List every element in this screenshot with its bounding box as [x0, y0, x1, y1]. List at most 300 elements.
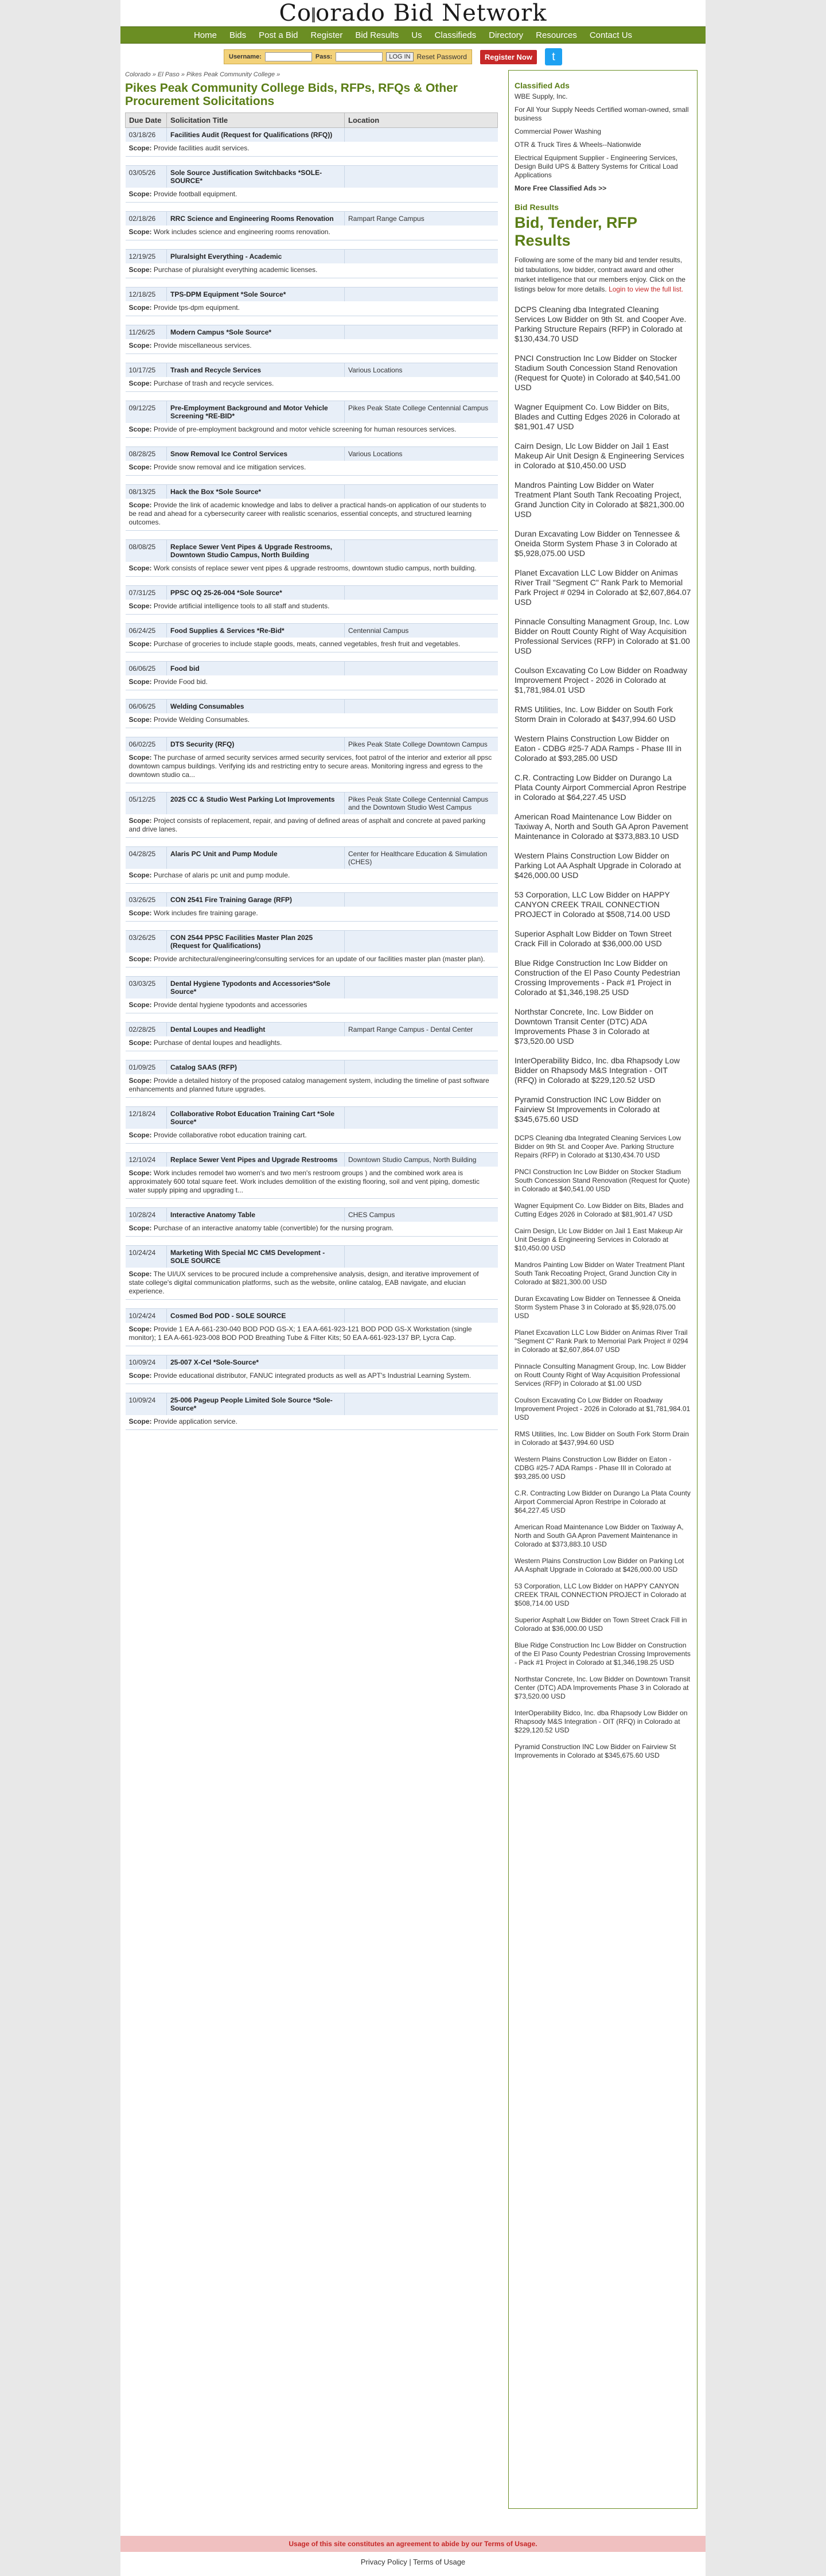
login-bar — [120, 44, 706, 70]
table-row[interactable] — [126, 325, 498, 340]
scope-row — [126, 998, 498, 1013]
solicitation-record — [126, 624, 498, 662]
bid-result-item[interactable]: InterOperability Bidco, Inc. dba Rhapsody Low Bidder on Rhapsody M&S Integration - OIT (RFQ) in Colorado at $229,120.52 USD — [515, 1056, 680, 1085]
table-row[interactable] — [126, 128, 498, 142]
solicitation-record — [126, 662, 498, 700]
scope-label: Scope: — [128, 640, 152, 648]
table-row[interactable] — [126, 1309, 498, 1323]
scope-label: Scope: — [128, 304, 152, 312]
due-date: 10/24/24 — [126, 1309, 167, 1323]
scope-label: Scope: — [128, 955, 152, 963]
bid-result-item-compact[interactable]: Blue Ridge Construction Inc Low Bidder on Construction of the El Paso County Pedestrian Crossing Improvements - Pack #1 Project in Colorado at $1,346,198.25 USD — [515, 1641, 691, 1666]
row-spacer — [126, 1051, 498, 1060]
bid-results-title: Bid, Tender, RFP Results — [515, 214, 637, 249]
bid-result-item[interactable]: Planet Excavation LLC Low Bidder on Animas River Trail "Segment C" Rank Park to Memorial Park Project # 0294 in Colorado at $2,607,864.07 USD — [515, 568, 691, 607]
scope-cell — [126, 1268, 498, 1300]
privacy-policy-link[interactable]: Privacy Policy — [360, 2558, 407, 2566]
spacer-cell — [126, 476, 498, 485]
scope-row — [126, 869, 498, 884]
solicitation-title[interactable]: Welding Consumables — [167, 700, 345, 714]
solicitation-title[interactable]: DTS Security (RFQ) — [167, 737, 345, 752]
bid-result-item[interactable]: RMS Utilities, Inc. Low Bidder on South Fork Storm Drain in Colorado at $437,994.60 USD — [515, 705, 676, 724]
bid-result-item[interactable]: DCPS Cleaning dba Integrated Cleaning Services Low Bidder on 9th St. and Cooper Ave. Parking Structure Repairs (RFP) in Colorado at $130,434.70 USD — [515, 305, 687, 343]
spacer-cell — [126, 1098, 498, 1107]
spacer-cell — [126, 1051, 498, 1060]
spacer-cell — [126, 1430, 498, 1439]
solicitation-location — [345, 700, 498, 714]
reset-password-link[interactable]: Reset Password — [416, 53, 467, 61]
bid-result-item[interactable]: Coulson Excavating Co Low Bidder on Roadway Improvement Project - 2026 in Colorado at $1,781,984.01 USD — [515, 666, 688, 694]
solicitation-record — [126, 363, 498, 401]
table-row[interactable] — [126, 485, 498, 499]
row-spacer — [126, 922, 498, 931]
due-date: 12/18/24 — [126, 1107, 167, 1129]
spacer-cell — [126, 690, 498, 700]
table-row[interactable] — [126, 700, 498, 714]
solicitation-title[interactable]: Catalog SAAS (RFP) — [167, 1060, 345, 1075]
bid-result-item[interactable]: Pyramid Construction INC Low Bidder on Fairview St Improvements in Colorado at $345,675.60 USD — [515, 1095, 661, 1124]
scope-cell — [126, 1129, 498, 1144]
scope-cell — [126, 814, 498, 838]
solicitation-title[interactable]: Facilities Audit (Request for Qualifications (RFQ)) — [167, 128, 345, 142]
solicitation-record — [126, 1153, 498, 1208]
spacer-cell — [126, 157, 498, 166]
solicitation-record — [126, 847, 498, 893]
table-row[interactable] — [126, 624, 498, 638]
scope-row — [126, 1036, 498, 1051]
due-date: 09/12/25 — [126, 401, 167, 423]
scope-cell — [126, 1167, 498, 1199]
solicitation-record — [126, 977, 498, 1023]
row-spacer — [126, 1300, 498, 1309]
solicitation-record — [126, 212, 498, 250]
due-date: 12/10/24 — [126, 1153, 167, 1167]
solicitation-record — [126, 1060, 498, 1107]
classified-ad[interactable]: Electrical Equipment Supplier - Engineering Services, Design Build UPS & Battery Systems for Critical Load Applications — [515, 154, 678, 179]
bid-result-item[interactable]: PNCI Construction Inc Low Bidder on Stocker Stadium South Concession Stand Renovation (Request for Quote) in Colorado at $40,541.00 USD — [515, 353, 680, 392]
table-row[interactable] — [126, 1246, 498, 1268]
solicitation-location — [345, 1355, 498, 1370]
nav-item[interactable]: Register — [310, 30, 343, 40]
bid-result-item-compact[interactable]: PNCI Construction Inc Low Bidder on Stocker Stadium South Concession Stand Renovation (Request for Quote) in Colorado at $40,541.00 USD — [515, 1168, 690, 1193]
scope-label: Scope: — [128, 1325, 152, 1333]
due-date: 08/13/25 — [126, 485, 167, 499]
solicitation-location: Pikes Peak State College Centennial Campus — [345, 401, 498, 423]
bid-result-item[interactable]: Mandros Painting Low Bidder on Water Treatment Plant South Tank Recoating Project, Grand Junction City in Colorado at $821,300.00 USD — [515, 480, 684, 519]
scope-row — [126, 142, 498, 157]
solicitation-title[interactable]: Food bid — [167, 662, 345, 676]
login-full-list-link[interactable]: Login to view the full list. — [609, 285, 684, 293]
scope-label: Scope: — [128, 716, 152, 724]
username-input[interactable] — [265, 52, 312, 61]
due-date: 11/26/25 — [126, 325, 167, 340]
nav-item[interactable]: Us — [411, 30, 422, 40]
solicitation-title[interactable]: Interactive Anatomy Table — [167, 1208, 345, 1222]
twitter-icon[interactable]: t — [545, 48, 562, 65]
scope-label: Scope: — [128, 1270, 152, 1278]
spacer-cell — [126, 838, 498, 847]
bid-result-item[interactable]: Cairn Design, Llc Low Bidder on Jail 1 East Makeup Air Unit Design & Engineering Services in Colorado at $10,450.00 USD — [515, 441, 684, 470]
scope-label: Scope: — [128, 1131, 152, 1139]
due-date: 03/03/25 — [126, 977, 167, 999]
scope-cell — [126, 1323, 498, 1346]
password-input[interactable] — [336, 52, 383, 61]
due-date: 06/06/25 — [126, 662, 167, 676]
due-date: 02/18/26 — [126, 212, 167, 226]
scope-row — [126, 675, 498, 690]
bid-result-item-compact[interactable]: Cairn Design, Llc Low Bidder on Jail 1 East Makeup Air Unit Design & Engineering Services in Colorado at $10,450.00 USD — [515, 1227, 683, 1252]
nav-item[interactable]: Home — [193, 30, 217, 40]
scope-row — [126, 638, 498, 652]
spacer-cell — [126, 615, 498, 624]
scope-cell — [126, 142, 498, 157]
bid-result-item-compact[interactable]: Western Plains Construction Low Bidder on Eaton - CDBG #25-7 ADA Ramps - Phase III in Colorado at $93,285.00 USD — [515, 1455, 672, 1481]
table-row[interactable] — [126, 166, 498, 188]
bid-result-item[interactable]: Western Plains Construction Low Bidder on Parking Lot AA Asphalt Upgrade in Colorado at $426,000.00 USD — [515, 851, 681, 880]
usage-notice-end: . — [535, 2540, 537, 2548]
bid-result-item-compact[interactable]: Northstar Concrete, Inc. Low Bidder on Downtown Transit Center (DTC) ADA Improvements Phase 3 in Colorado at $73,520.00 USD — [515, 1675, 691, 1700]
bid-result-item[interactable]: Superior Asphalt Low Bidder on Town Street Crack Fill in Colorado at $36,000.00 USD — [515, 929, 672, 948]
solicitation-title[interactable]: Pluralsight Everything - Academic — [167, 250, 345, 264]
scope-text: Purchase of dental loupes and headlights. — [153, 1039, 282, 1047]
solicitation-location — [345, 1060, 498, 1075]
scope-cell — [126, 339, 498, 354]
scope-label: Scope: — [128, 564, 152, 572]
scope-text: Work consists of replace sewer vent pipes & upgrade restrooms, downtown studio campus, north building. — [153, 564, 477, 572]
solicitation-title[interactable]: Food Supplies & Services *Re-Bid* — [167, 624, 345, 638]
spacer-cell — [126, 577, 498, 586]
spacer-cell — [126, 531, 498, 540]
col-location: Location — [345, 113, 498, 128]
solicitation-title[interactable]: RRC Science and Engineering Rooms Renovation — [167, 212, 345, 226]
breadcrumb: Colorado » El Paso » Pikes Peak Community College » — [125, 71, 280, 78]
solicitation-location — [345, 586, 498, 600]
bid-result-item-compact[interactable]: American Road Maintenance Low Bidder on Taxiway A, North and South GA Apron Pavement Maintenance in Colorado at $373,883.10 USD — [515, 1523, 684, 1548]
solicitation-record — [126, 792, 498, 847]
solicitation-location: Pikes Peak State College Centennial Campus and the Downtown Studio West Campus — [345, 792, 498, 815]
scope-row — [126, 953, 498, 968]
solicitation-title[interactable]: Alaris PC Unit and Pump Module — [167, 847, 345, 869]
login-button[interactable]: LOG IN — [386, 52, 413, 61]
usage-notice — [120, 2536, 706, 2552]
bid-result-item[interactable]: Pinnacle Consulting Managment Group, Inc. Low Bidder on Routt County Right of Way Acquisition Professional Services (RFP) in Colorado at $1.00 USD — [515, 617, 690, 655]
scope-row — [126, 1167, 498, 1199]
due-date: 08/28/25 — [126, 447, 167, 461]
scope-text: Provide architectural/engineering/consulting services for an update of our facilities master plan (master plan). — [153, 955, 485, 963]
scope-label: Scope: — [128, 266, 152, 274]
due-date: 05/12/25 — [126, 792, 167, 815]
solicitation-location: Rampart Range Campus — [345, 212, 498, 226]
solicitation-record — [126, 893, 498, 931]
row-spacer — [126, 157, 498, 166]
solicitation-location — [345, 1246, 498, 1268]
classified-ads-list — [515, 92, 691, 180]
solicitation-title[interactable]: Dental Hygiene Typodonts and Accessories*Sole Source* — [167, 977, 345, 999]
spacer-cell — [126, 922, 498, 931]
scope-row — [126, 1369, 498, 1384]
row-spacer — [126, 968, 498, 977]
solicitations-table — [125, 112, 498, 1439]
solicitation-title[interactable]: TPS-DPM Equipment *Sole Source* — [167, 287, 345, 302]
bid-result-item-compact[interactable]: RMS Utilities, Inc. Low Bidder on South Fork Storm Drain in Colorado at $437,994.60 USD — [515, 1430, 689, 1447]
nav-item[interactable]: Bid Results — [355, 30, 399, 40]
row-spacer — [126, 278, 498, 287]
scope-text: Provide snow removal and ice mitigation services. — [153, 463, 306, 471]
scope-text: Provide Food bid. — [153, 678, 208, 686]
solicitation-title[interactable]: CON 2544 PPSC Facilities Master Plan 2025 (Request for Qualifications) — [167, 931, 345, 953]
nav-item[interactable]: Post a Bid — [259, 30, 298, 40]
solicitation-location — [345, 128, 498, 142]
usage-notice-text: Usage of this site constitutes an agreement to abide by our — [289, 2540, 485, 2548]
solicitation-location: Various Locations — [345, 363, 498, 378]
scope-cell — [126, 751, 498, 783]
nav-item[interactable]: Bids — [229, 30, 247, 40]
scope-label: Scope: — [128, 753, 152, 761]
solicitation-record — [126, 1107, 498, 1153]
table-row[interactable] — [126, 977, 498, 999]
scope-cell — [126, 675, 498, 690]
table-row[interactable] — [126, 287, 498, 302]
row-spacer — [126, 531, 498, 540]
register-now-button[interactable]: Register Now — [480, 50, 537, 64]
row-spacer — [126, 690, 498, 700]
bid-result-item[interactable]: 53 Corporation, LLC Low Bidder on HAPPY CANYON CREEK TRAIL CONNECTION PROJECT in Colorado at $508,714.00 USD — [515, 890, 671, 919]
solicitation-record — [126, 931, 498, 977]
due-date: 03/18/26 — [126, 128, 167, 142]
solicitation-record — [126, 325, 498, 363]
table-row[interactable] — [126, 1060, 498, 1075]
breadcrumb-item[interactable]: El Paso — [157, 71, 180, 78]
due-date: 03/26/25 — [126, 893, 167, 907]
row-spacer — [126, 1144, 498, 1153]
main-content — [125, 70, 498, 2509]
row-spacer — [126, 728, 498, 737]
table-row[interactable] — [126, 212, 498, 226]
table-row[interactable] — [126, 447, 498, 461]
scope-label: Scope: — [128, 1169, 152, 1177]
terms-link-notice[interactable]: Terms of Usage — [484, 2540, 536, 2548]
solicitation-record — [126, 737, 498, 792]
scope-text: Purchase of trash and recycle services. — [153, 379, 274, 387]
breadcrumb-item[interactable]: Colorado — [125, 71, 151, 78]
solicitation-location — [345, 1393, 498, 1416]
password-label: Pass: — [315, 53, 333, 60]
bid-result-item-compact[interactable]: Duran Excavating Low Bidder on Tennessee & Oneida Storm System Phase 3 in Colorado at $5,928,075.00 USD — [515, 1295, 681, 1320]
main-nav — [120, 26, 706, 44]
table-row[interactable] — [126, 1208, 498, 1222]
scope-text: Provide artificial intelligence tools to all staff and students. — [153, 602, 330, 610]
solicitation-location — [345, 1309, 498, 1323]
bid-result-item[interactable]: Blue Ridge Construction Inc Low Bidder on Construction of the El Paso County Pedestrian Crossing Improvements - Pack #1 Project in Colorado at $1,346,198.25 USD — [515, 958, 680, 997]
due-date: 08/08/25 — [126, 540, 167, 562]
scope-text: Purchase of an interactive anatomy table (convertible) for the nursing program. — [153, 1224, 394, 1232]
solicitation-record — [126, 1309, 498, 1355]
logo-text-left: Co — [279, 0, 312, 26]
scope-row — [126, 339, 498, 354]
scope-label: Scope: — [128, 228, 152, 236]
sidebar — [508, 70, 698, 2509]
nav-item[interactable]: Contact Us — [589, 30, 633, 40]
scope-row — [126, 600, 498, 615]
footer — [120, 2530, 706, 2576]
solicitation-title[interactable]: Replace Sewer Vent Pipes and Upgrade Restrooms — [167, 1153, 345, 1167]
scope-cell — [126, 263, 498, 278]
spacer-cell — [126, 652, 498, 662]
due-date: 10/09/24 — [126, 1393, 167, 1416]
scope-text: Provide Welding Consumables. — [153, 716, 250, 724]
scope-cell — [126, 907, 498, 922]
solicitation-title[interactable]: Snow Removal Ice Control Services — [167, 447, 345, 461]
bid-result-item-compact[interactable]: DCPS Cleaning dba Integrated Cleaning Services Low Bidder on 9th St. and Cooper Ave. Parking Structure Repairs (RFP) in Colorado at $130,434.70 USD — [515, 1134, 681, 1159]
scope-text: Work includes fire training garage. — [153, 909, 258, 917]
table-row[interactable] — [126, 1153, 498, 1167]
table-row[interactable] — [126, 847, 498, 869]
solicitation-title[interactable]: Collaborative Robot Education Training Cart *Sole Source* — [167, 1107, 345, 1129]
solicitation-title[interactable]: Marketing With Special MC CMS Development - SOLE SOURCE — [167, 1246, 345, 1268]
scope-label: Scope: — [128, 190, 152, 198]
solicitation-location: CHES Campus — [345, 1208, 498, 1222]
solicitation-record — [126, 485, 498, 540]
solicitation-title[interactable]: 25-006 Pageup People Limited Sole Source *Sole-Source* — [167, 1393, 345, 1416]
solicitation-title[interactable]: Sole Source Justification Switchbacks *SOLE-SOURCE* — [167, 166, 345, 188]
due-date: 10/17/25 — [126, 363, 167, 378]
classified-ad[interactable]: WBE Supply, Inc. — [515, 92, 568, 100]
site-logo[interactable] — [120, 0, 706, 26]
scope-row — [126, 814, 498, 838]
solicitation-title[interactable]: Modern Campus *Sole Source* — [167, 325, 345, 340]
solicitation-title[interactable]: Cosmed Bod POD - SOLE SOURCE — [167, 1309, 345, 1323]
table-row[interactable] — [126, 401, 498, 423]
spacer-cell — [126, 1199, 498, 1208]
nav-item[interactable]: Resources — [536, 30, 577, 40]
solicitation-title[interactable]: Trash and Recycle Services — [167, 363, 345, 378]
scope-text: Project consists of replacement, repair, and paving of defined areas of asphalt and concrete at paved parking and drive lanes. — [128, 817, 486, 833]
scope-text: Provide educational distributor, FANUC integrated products as well as APT's Industrial Learning System. — [153, 1371, 472, 1380]
table-row[interactable] — [126, 737, 498, 752]
scope-row — [126, 226, 498, 240]
row-spacer — [126, 1430, 498, 1439]
scope-cell — [126, 713, 498, 728]
scope-row — [126, 499, 498, 531]
table-row[interactable] — [126, 540, 498, 562]
col-due-date: Due Date — [126, 113, 167, 128]
more-classified-link[interactable]: More Free Classified Ads >> — [515, 184, 607, 192]
bid-result-item-compact[interactable]: Coulson Excavating Co Low Bidder on Roadway Improvement Project - 2026 in Colorado at $1,781,984.01 USD — [515, 1396, 691, 1421]
table-row[interactable] — [126, 586, 498, 600]
solicitation-title[interactable]: 2025 CC & Studio West Parking Lot Improvements — [167, 792, 345, 815]
solicitation-record — [126, 401, 498, 447]
scope-text: Provide miscellaneous services. — [153, 341, 252, 349]
bid-result-item-compact[interactable]: InterOperability Bidco, Inc. dba Rhapsody Low Bidder on Rhapsody M&S Integration - OIT (RFQ) in Colorado at $229,120.52 USD — [515, 1709, 688, 1734]
table-row[interactable] — [126, 931, 498, 953]
solicitation-title[interactable]: 25-007 X-Cel *Sole-Source* — [167, 1355, 345, 1370]
bid-result-item-compact[interactable]: Mandros Painting Low Bidder on Water Treatment Plant South Tank Recoating Project, Grand Junction City in Colorado at $821,300.00 USD — [515, 1261, 685, 1286]
table-row[interactable] — [126, 250, 498, 264]
due-date: 02/28/25 — [126, 1023, 167, 1037]
solicitation-title[interactable]: PPSC OQ 25-26-004 *Sole Source* — [167, 586, 345, 600]
site-header — [120, 0, 706, 26]
breadcrumb-item[interactable]: Pikes Peak Community College — [186, 71, 275, 78]
bid-result-item[interactable]: Wagner Equipment Co. Low Bidder on Bits, Blades and Cutting Edges 2026 in Colorado at $81,901.47 USD — [515, 402, 680, 431]
table-row[interactable] — [126, 1355, 498, 1370]
spacer-cell — [126, 884, 498, 893]
scope-cell — [126, 301, 498, 316]
solicitation-record — [126, 166, 498, 212]
row-spacer — [126, 354, 498, 363]
bid-result-item-compact[interactable]: Pinnacle Consulting Managment Group, Inc. Low Bidder on Routt County Right of Way Acquisition Professional Services (RFP) in Colorado at $1.00 USD — [515, 1362, 686, 1388]
solicitation-title[interactable]: Replace Sewer Vent Pipes & Upgrade Restrooms, Downtown Studio Campus, North Building — [167, 540, 345, 562]
table-row[interactable] — [126, 792, 498, 815]
scope-text: Work includes science and engineering rooms renovation. — [153, 228, 330, 236]
solicitation-title[interactable]: CON 2541 Fire Training Garage (RFP) — [167, 893, 345, 907]
scope-cell — [126, 1074, 498, 1098]
bid-result-item-compact[interactable]: Pyramid Construction INC Low Bidder on Fairview St Improvements in Colorado at $345,675.60 USD — [515, 1743, 676, 1759]
due-date: 03/05/26 — [126, 166, 167, 188]
classified-ad[interactable]: OTR & Truck Tires & Wheels--Nationwide — [515, 141, 641, 149]
scope-label: Scope: — [128, 678, 152, 686]
solicitation-record — [126, 1246, 498, 1309]
scope-row — [126, 188, 498, 203]
table-row[interactable] — [126, 1393, 498, 1416]
solicitation-title[interactable]: Hack the Box *Sole Source* — [167, 485, 345, 499]
scope-row — [126, 1074, 498, 1098]
bid-result-item-compact[interactable]: Planet Excavation LLC Low Bidder on Animas River Trail "Segment C" Rank Park to Memorial Park Project # 0294 in Colorado at $2,607,864.07 USD — [515, 1328, 688, 1354]
terms-of-usage-link[interactable]: Terms of Usage — [413, 2558, 466, 2566]
classified-ad[interactable]: For All Your Supply Needs Certified woman-owned, small business — [515, 106, 689, 122]
bid-result-item[interactable]: American Road Maintenance Low Bidder on Taxiway A, North and South GA Apron Pavement Maintenance in Colorado at $373,883.10 USD — [515, 812, 688, 841]
table-row[interactable] — [126, 1107, 498, 1129]
bid-result-item[interactable]: Western Plains Construction Low Bidder on Eaton - CDBG #25-7 ADA Ramps - Phase III in Colorado at $93,285.00 USD — [515, 734, 682, 763]
due-date: 07/31/25 — [126, 586, 167, 600]
scope-row — [126, 1268, 498, 1300]
spacer-cell — [126, 1237, 498, 1246]
solicitation-location: Center for Healthcare Education & Simulation (CHES) — [345, 847, 498, 869]
scope-cell — [126, 423, 498, 438]
nav-item[interactable]: Directory — [489, 30, 524, 40]
scope-label: Scope: — [128, 1001, 152, 1009]
spacer-cell — [126, 968, 498, 977]
nav-item[interactable]: Classifieds — [434, 30, 477, 40]
classified-ads-heading: Classified Ads — [515, 81, 570, 90]
table-row[interactable] — [126, 662, 498, 676]
bid-result-item[interactable]: C.R. Contracting Low Bidder on Durango La Plata County Airport Commercial Apron Restripe in Colorado at $64,227.45 USD — [515, 773, 687, 802]
scope-row — [126, 377, 498, 392]
scope-text: The UI/UX services to be procured include a comprehensive analysis, design, and iterative improvement of state college's digital communication platforms, such as the website, online catalog, EAB navigate, and elucian experience. — [128, 1270, 479, 1295]
classified-ad[interactable]: Commercial Power Washing — [515, 127, 601, 135]
bid-result-item-compact[interactable]: C.R. Contracting Low Bidder on Durango La Plata County Airport Commercial Apron Restripe in Colorado at $64,227.45 USD — [515, 1489, 691, 1514]
scope-text: The purchase of armed security services armed security services, foot patrol of the interior and exterior all ppsc downtown campus buildings. Verifying ids and restricting entry to secure areas. Monitoring ingress and egress to the downtown studio ca... — [128, 753, 492, 779]
spacer-cell — [126, 392, 498, 401]
bid-result-item[interactable]: Northstar Concrete, Inc. Low Bidder on Downtown Transit Center (DTC) ADA Improvements Phase 3 in Colorado at $73,520.00 USD — [515, 1007, 654, 1046]
scope-cell — [126, 499, 498, 531]
table-row[interactable] — [126, 893, 498, 907]
bid-result-item-compact[interactable]: Superior Asphalt Low Bidder on Town Street Crack Fill in Colorado at $36,000.00 USD — [515, 1616, 687, 1633]
due-date: 12/18/25 — [126, 287, 167, 302]
table-row[interactable] — [126, 363, 498, 378]
spacer-cell — [126, 1300, 498, 1309]
solicitation-title[interactable]: Pre-Employment Background and Motor Vehicle Screening *RE-BID* — [167, 401, 345, 423]
bid-result-item-compact[interactable]: Wagner Equipment Co. Low Bidder on Bits, Blades and Cutting Edges 2026 in Colorado at $81,901.47 USD — [515, 1202, 684, 1218]
bid-result-item-compact[interactable]: Western Plains Construction Low Bidder on Parking Lot AA Asphalt Upgrade in Colorado at $426,000.00 USD — [515, 1557, 684, 1573]
solicitation-title[interactable]: Dental Loupes and Headlight — [167, 1023, 345, 1037]
bid-result-item[interactable]: Duran Excavating Low Bidder on Tennessee & Oneida Storm System Phase 3 in Colorado at $5,928,075.00 USD — [515, 529, 680, 558]
row-spacer — [126, 392, 498, 401]
row-spacer — [126, 1199, 498, 1208]
bid-result-item-compact[interactable]: 53 Corporation, LLC Low Bidder on HAPPY CANYON CREEK TRAIL CONNECTION PROJECT in Colorado at $508,714.00 USD — [515, 1582, 687, 1607]
scope-text: Purchase of pluralsight everything academic licenses. — [153, 266, 318, 274]
due-date: 10/09/24 — [126, 1355, 167, 1370]
table-row[interactable] — [126, 1023, 498, 1037]
